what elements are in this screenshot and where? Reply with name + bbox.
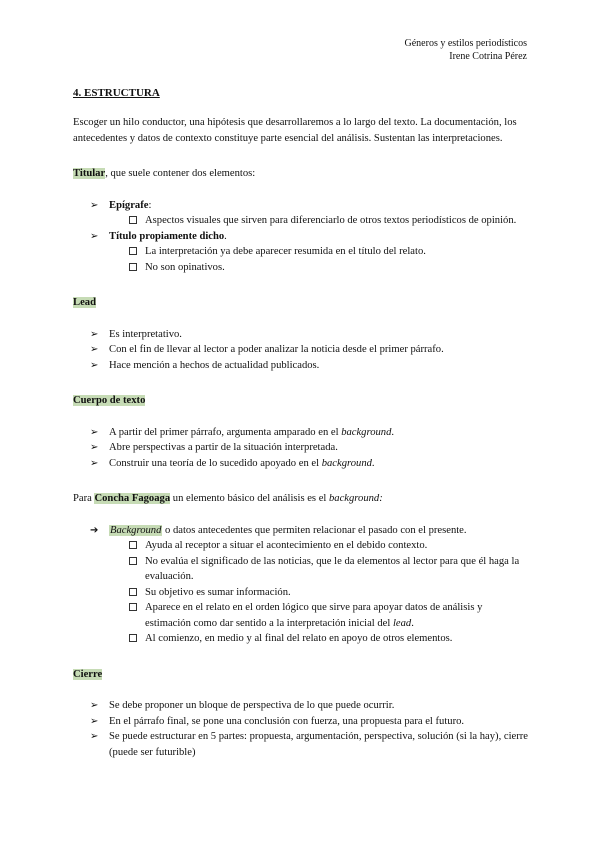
- list-item-text: Se puede estructurar en 5 partes: propuesta, argumentación, perspectiva, solución (si la hay), cierre (puede ser futurible): [109, 731, 528, 758]
- document-body: [73, 86, 529, 760]
- background-term: background: [341, 426, 392, 438]
- checkbox-item-text: Aparece en el relato en el orden lógico que sirve para apoyar datos de análisis y estimación como dar sentido a la interpretación inicial del: [145, 602, 483, 629]
- cierre-heading: Cierre: [73, 668, 103, 680]
- list-item: [73, 425, 529, 441]
- titulo-sublist: [73, 244, 529, 275]
- checkbox-icon: [129, 588, 137, 596]
- background-list: [73, 523, 529, 539]
- checkbox-item: [73, 538, 529, 554]
- arrow-bullet-icon: ➢: [90, 230, 99, 242]
- titular-heading: Titular: [73, 168, 106, 179]
- cierre-paragraph: [73, 667, 529, 683]
- checkbox-icon: [129, 247, 137, 255]
- page-header: [405, 37, 527, 63]
- list-item: [73, 714, 529, 730]
- checkbox-icon: [129, 541, 137, 549]
- titulo-list: [73, 229, 529, 245]
- list-item: [73, 327, 529, 343]
- checkbox-icon: [129, 263, 137, 271]
- list-item-text: Se debe proponer un bloque de perspectiva de lo que puede ocurrir.: [109, 700, 395, 711]
- arrow-bullet-icon: ➢: [90, 426, 99, 438]
- epigrafe-label: Epígrafe: [109, 199, 149, 211]
- checkbox-item-text: Aspectos visuales que sirven para diferenciarlo de otros textos periodísticos de opinión.: [145, 215, 517, 226]
- list-item-end: .: [371, 457, 375, 469]
- checkbox-item: [73, 631, 529, 647]
- concha-mid: un elemento básico del análisis es el: [170, 493, 329, 504]
- background-term: Background: [110, 524, 162, 536]
- list-item: [73, 523, 529, 539]
- checkbox-icon: [129, 557, 137, 565]
- arrow-bullet-icon: ➢: [90, 328, 99, 340]
- header-author: Irene Cotrina Pérez: [449, 51, 527, 62]
- checkbox-item-end: .: [411, 617, 414, 629]
- checkbox-icon: [129, 216, 137, 224]
- titulo-dot: .: [224, 230, 227, 242]
- section-title: 4. ESTRUCTURA: [73, 87, 160, 99]
- checkbox-item: [73, 213, 529, 229]
- list-item: [73, 698, 529, 714]
- list-item-text: En el párrafo final, se pone una conclusión con fuerza, una propuesta para el futuro.: [109, 715, 465, 727]
- checkbox-item-text: La interpretación ya debe aparecer resumida en el título del relato.: [145, 246, 426, 257]
- arrow-bullet-icon: ➢: [90, 199, 99, 211]
- list-item-text: o datos antecedentes que permiten relacionar el pasado con el presente.: [162, 524, 467, 536]
- list-item: [73, 440, 529, 456]
- concha-paragraph: [73, 491, 529, 507]
- epigrafe-sublist: [73, 213, 529, 229]
- cuerpo-paragraph: [73, 393, 529, 409]
- lead-heading: Lead: [73, 297, 96, 308]
- checkbox-icon: [129, 634, 137, 642]
- titulo-label: Título propiamente dicho: [109, 230, 225, 242]
- titular-list: [73, 198, 529, 214]
- lead-paragraph: [73, 295, 529, 311]
- lead-term: lead: [392, 617, 412, 629]
- list-item-text: Abre perspectivas a partir de la situación interpretada.: [109, 442, 338, 453]
- checkbox-item-text: Su objetivo es sumar información.: [145, 586, 291, 598]
- list-item: [73, 456, 529, 472]
- concha-name: Concha Fagoaga: [94, 493, 171, 504]
- list-item-text: Con el fin de llevar al lector a poder analizar la noticia desde el primer párrafo.: [109, 344, 444, 355]
- list-item-text: Es interpretativo.: [109, 328, 182, 340]
- titular-rest: , que suele contener dos elementos:: [105, 168, 256, 179]
- checkbox-item: [73, 585, 529, 601]
- checkbox-item: [73, 600, 529, 631]
- checkbox-item: [73, 260, 529, 276]
- checkbox-icon: [129, 603, 137, 611]
- arrow-bullet-icon: ➢: [90, 442, 99, 453]
- list-item-text: Construir una teoría de lo sucedido apoyado en el: [109, 457, 322, 469]
- epigrafe-colon: :: [148, 199, 152, 211]
- arrow-bullet-icon: ➢: [90, 344, 99, 355]
- background-sublist: [73, 538, 529, 647]
- checkbox-item-text: No son opinativos.: [145, 261, 225, 273]
- cierre-list: [73, 698, 529, 760]
- arrow-bullet-icon: ➢: [90, 359, 99, 371]
- background-term: background: [321, 457, 372, 469]
- list-item: [73, 198, 529, 214]
- list-item: [73, 342, 529, 358]
- arrow-bullet-icon: ➢: [90, 731, 99, 742]
- checkbox-item-text: No evalúa el significado de las noticias, que le da elementos al lector para que él haga la evaluación.: [145, 555, 520, 582]
- list-item: [73, 358, 529, 374]
- cuerpo-heading: Cuerpo de texto: [73, 395, 146, 406]
- list-item-text: A partir del primer párrafo, argumenta amparado en el: [109, 426, 342, 438]
- list-item: [73, 729, 529, 760]
- checkbox-item: [73, 244, 529, 260]
- checkbox-item: [73, 554, 529, 585]
- titular-paragraph: [73, 166, 529, 182]
- arrow-bullet-icon: ➢: [90, 715, 99, 727]
- right-arrow-icon: ➔: [90, 524, 99, 536]
- background-term: background:: [329, 493, 383, 504]
- checkbox-item-text: Al comienzo, en medio y al final del relato en apoyo de otros elementos.: [145, 633, 453, 644]
- concha-pre: Para: [73, 493, 95, 504]
- arrow-bullet-icon: ➢: [90, 457, 99, 469]
- header-course: Géneros y estilos periodísticos: [404, 38, 527, 49]
- checkbox-item-text: Ayuda al receptor a situar el acontecimiento en el debido contexto.: [145, 540, 428, 551]
- arrow-bullet-icon: ➢: [90, 700, 99, 711]
- intro-paragraph: Escoger un hilo conductor, una hipótesis que desarrollaremos a lo largo del texto. La documentación, los antecedentes y datos de contexto constituye parte esencial del análisis. Sustentan las interpretaciones.: [73, 117, 517, 144]
- list-item: [73, 229, 529, 245]
- cuerpo-list: [73, 425, 529, 472]
- list-item-text: Hace mención a hechos de actualidad publicados.: [109, 359, 320, 371]
- list-item-end: .: [391, 426, 395, 438]
- lead-list: [73, 327, 529, 374]
